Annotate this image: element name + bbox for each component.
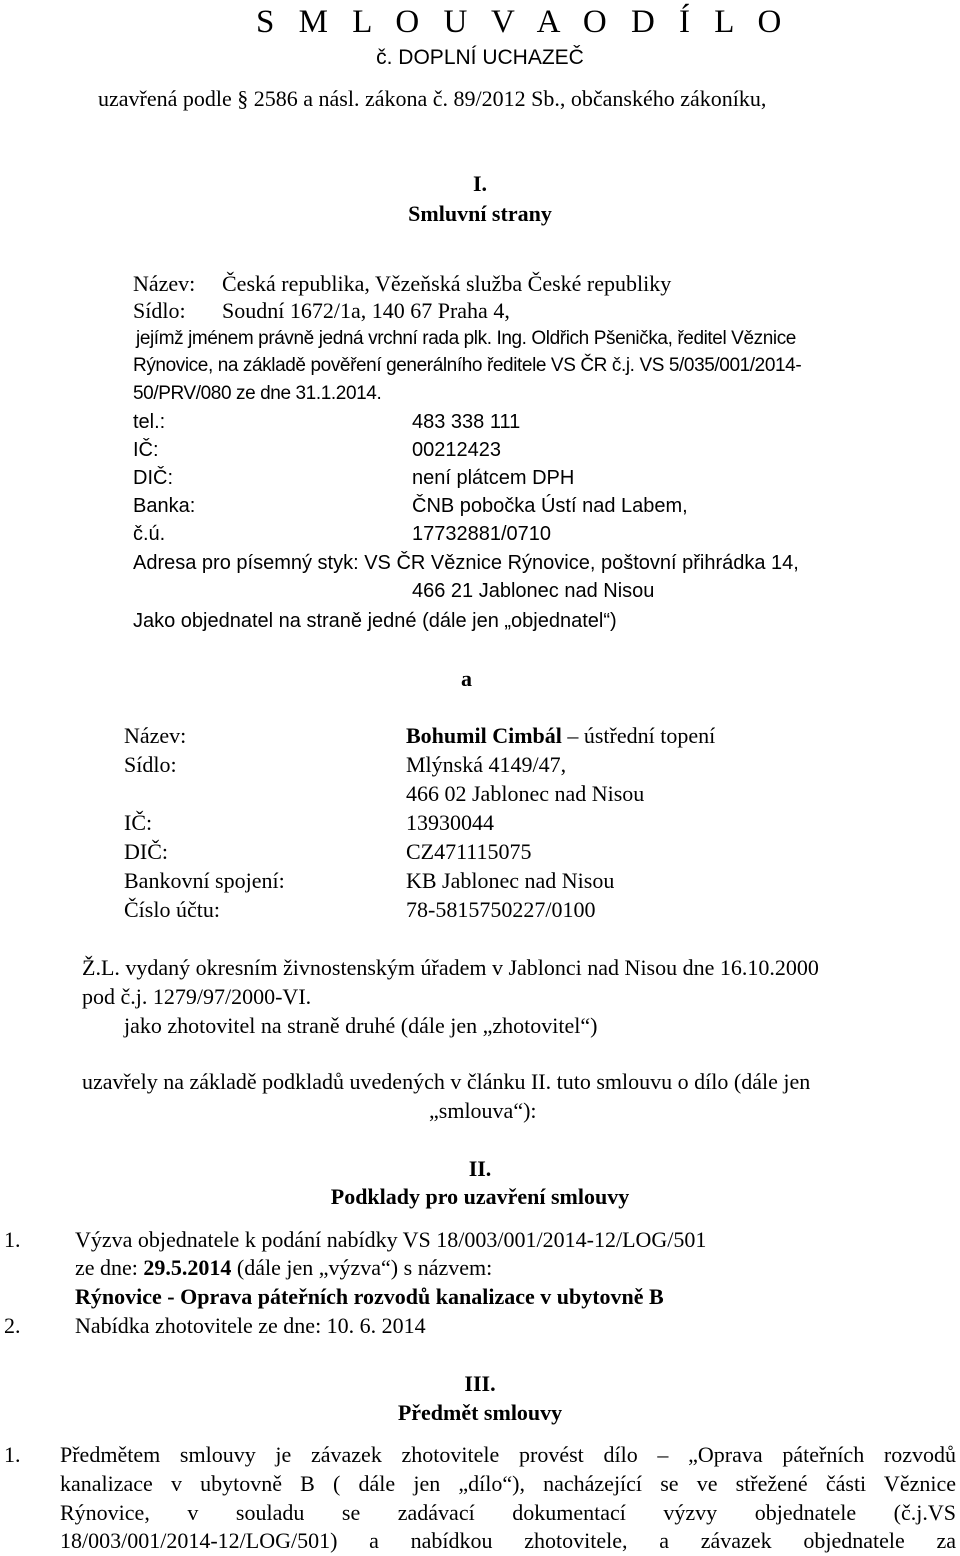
contractor-dic-value: CZ471115075 [406, 839, 532, 864]
section-2-item-1-number: 1. [4, 1227, 21, 1252]
client-name-label: Název: [133, 271, 196, 296]
contractor-name-label: Název: [124, 723, 187, 748]
section-2-item-1-line-3: Rýnovice - Oprava páteřních rozvodů kanalizace v ubytovně B [75, 1284, 664, 1309]
client-ic-value: 00212423 [412, 439, 501, 461]
client-seat-label: Sídlo: [133, 298, 186, 323]
contractor-name-value [406, 722, 715, 750]
client-representative-line-1: jejímž jménem právně jedná vrchní rada plk. Ing. Oldřich Pšenička, ředitel Věznice [136, 328, 796, 349]
item-1-date-value: 29.5.2014 [143, 1255, 232, 1280]
client-address-line-1: Adresa pro písemný styk: VS ČR Věznice Rýnovice, poštovní přihrádka 14, [133, 552, 799, 574]
trade-license-line-2: pod č.j. 1279/97/2000-VI. [82, 984, 312, 1009]
contractor-ic-label: IČ: [124, 810, 153, 835]
client-address-line-2: 466 21 Jablonec nad Nisou [412, 580, 655, 602]
contractor-seat-label: Sídlo: [124, 752, 177, 777]
client-tel-label: tel.: [133, 411, 166, 433]
client-dic-label: DIČ: [133, 467, 173, 489]
client-bank-value: ČNB pobočka Ústí nad Labem, [412, 495, 688, 517]
client-role: Jako objednatel na straně jedné (dále jen „objednatel“) [133, 610, 617, 632]
section-2-item-1-line-2 [75, 1254, 492, 1282]
section-3-item-1-line-1: Předmětem smlouvy je závazek zhotovitele provést dílo – „Oprava páteřních rozvodů [60, 1442, 956, 1467]
section-1-heading: Smluvní strany [408, 201, 552, 226]
client-tel-value: 483 338 111 [412, 411, 521, 433]
document-number: č. DOPLNÍ UCHAZEČ [376, 46, 584, 69]
contractor-ic-value: 13930044 [406, 810, 494, 835]
client-representative-line-3: 50/PRV/080 ze dne 31.1.2014. [133, 383, 382, 404]
section-1-number: I. [472, 171, 488, 196]
contractor-seat-line-1: Mlýnská 4149/47, [406, 752, 567, 777]
section-2-item-2-line-1: Nabídka zhotovitele ze dne: 10. 6. 2014 [75, 1313, 426, 1338]
concluded-line-2: „smlouva“): [429, 1098, 537, 1123]
contractor-account-value: 78-5815750227/0100 [406, 897, 596, 922]
client-name-value: Česká republika, Vězeňská služba České republiky [222, 271, 672, 296]
contractor-name-bold: Bohumil Cimbál [406, 723, 562, 748]
client-bank-label: Banka: [133, 495, 196, 517]
section-3-heading: Předmět smlouvy [397, 1400, 563, 1425]
and-separator: a [461, 666, 472, 691]
item-1-date-label: ze dne: [75, 1255, 144, 1280]
client-dic-value: není plátcem DPH [412, 467, 575, 489]
client-representative-line-2: Rýnovice, na základě pověření generálního ředitele VS ČR č.j. VS 5/035/001/2014- [133, 355, 802, 376]
section-3-item-1-line-4: 18/003/001/2014-12/LOG/501) a nabídkou zhotovitele, a závazek objednatele za [60, 1528, 956, 1553]
law-reference: uzavřená podle § 2586 a násl. zákona č. 89/2012 Sb., občanského zákoníku, [98, 86, 767, 111]
section-3-item-1-line-2: kanalizace v ubytovně B ( dále jen „dílo“), nacházející se ve střežené části Věznice [60, 1471, 956, 1496]
trade-license-line-1: Ž.L. vydaný okresním živnostenským úřadem v Jablonci nad Nisou dne 16.10.2000 [82, 955, 819, 980]
section-2-number: II. [468, 1156, 492, 1181]
contractor-name-trade: – ústřední topení [561, 723, 716, 748]
client-account-label: č.ú. [133, 523, 166, 545]
contractor-bank-label: Bankovní spojení: [124, 868, 285, 893]
contractor-role: jako zhotovitel na straně druhé (dále jen „zhotovitel“) [124, 1013, 598, 1038]
client-ic-label: IČ: [133, 439, 159, 461]
item-1-date-rest: (dále jen „výzva“) s názvem: [231, 1255, 493, 1280]
contractor-account-label: Číslo účtu: [124, 897, 220, 922]
section-3-item-1-number: 1. [4, 1442, 21, 1467]
document-title: S M L O U V A O D Í L O [256, 4, 790, 40]
section-3-item-1-line-3: Rýnovice, v souladu se zadávací dokumentací výzvy objednatele (č.j.VS [60, 1500, 956, 1525]
section-2-heading: Podklady pro uzavření smlouvy [330, 1184, 630, 1209]
section-2-item-2-number: 2. [4, 1313, 21, 1338]
contractor-dic-label: DIČ: [124, 839, 168, 864]
section-2-item-1-line-1: Výzva objednatele k podání nabídky VS 18/003/001/2014-12/LOG/501 [75, 1227, 707, 1252]
contractor-bank-value: KB Jablonec nad Nisou [406, 868, 615, 893]
concluded-line-1: uzavřely na základě podkladů uvedených v článku II. tuto smlouvu o dílo (dále jen [82, 1069, 811, 1094]
client-account-value: 17732881/0710 [412, 523, 552, 545]
contractor-seat-line-2: 466 02 Jablonec nad Nisou [406, 781, 645, 806]
section-3-number: III. [464, 1371, 496, 1396]
client-seat-value: Soudní 1672/1a, 140 67 Praha 4, [222, 298, 510, 323]
